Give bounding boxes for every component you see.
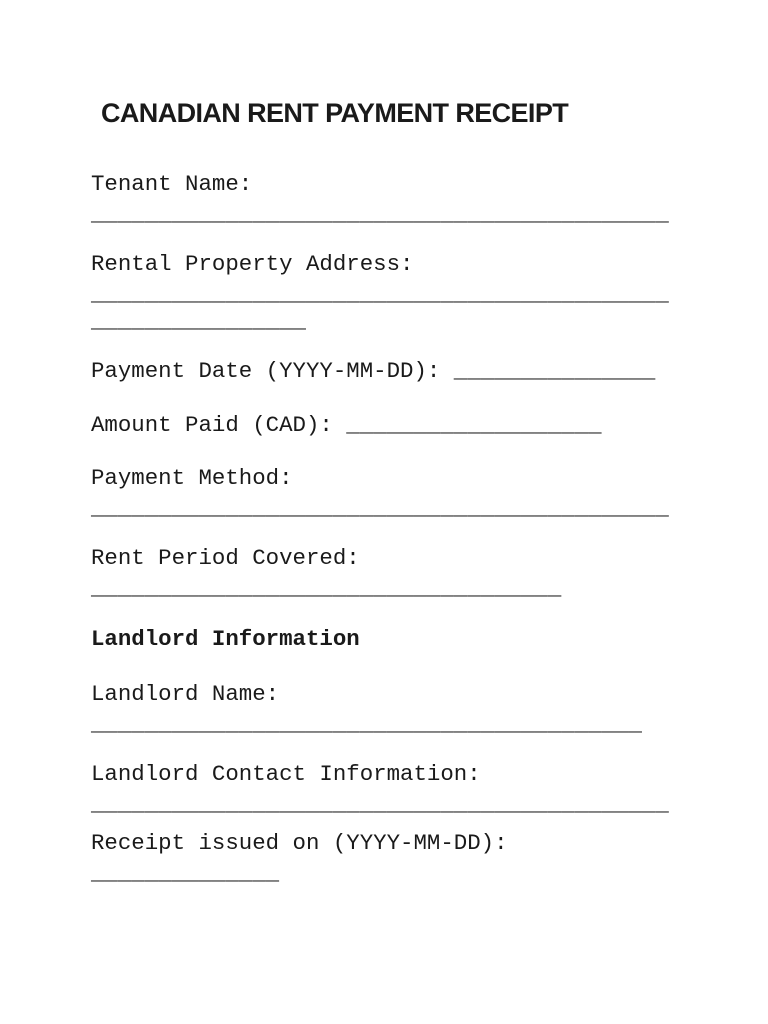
payment-method-blank: ___________________________________________ xyxy=(91,495,669,521)
landlord-name-label: Landlord Name: xyxy=(91,681,280,707)
property-address-label: Rental Property Address: xyxy=(91,251,414,277)
landlord-contact-blank: ___________________________________________ xyxy=(91,791,669,817)
receipt-issued-label: Receipt issued on (YYYY-MM-DD): xyxy=(91,830,508,856)
landlord-name-blank: _________________________________________ xyxy=(91,711,642,737)
document-title: CANADIAN RENT PAYMENT RECEIPT xyxy=(101,98,569,128)
payment-date-field: Payment Date (YYYY-MM-DD): _______________ xyxy=(91,358,656,384)
landlord-contact-label: Landlord Contact Information: xyxy=(91,761,481,787)
receipt-issued-blank: ______________ xyxy=(91,860,280,886)
rent-period-label: Rent Period Covered: xyxy=(91,545,360,571)
tenant-name-label: Tenant Name: xyxy=(91,171,253,197)
landlord-heading: Landlord Information xyxy=(91,626,360,652)
amount-paid-field: Amount Paid (CAD): ___________________ xyxy=(91,412,602,438)
rent-period-blank: ___________________________________ xyxy=(91,575,562,601)
property-address-blank-1: ___________________________________________ xyxy=(91,281,669,307)
tenant-name-blank: ___________________________________________ xyxy=(91,201,669,227)
payment-method-label: Payment Method: xyxy=(91,465,293,491)
property-address-blank-2: ________________ xyxy=(91,308,306,334)
